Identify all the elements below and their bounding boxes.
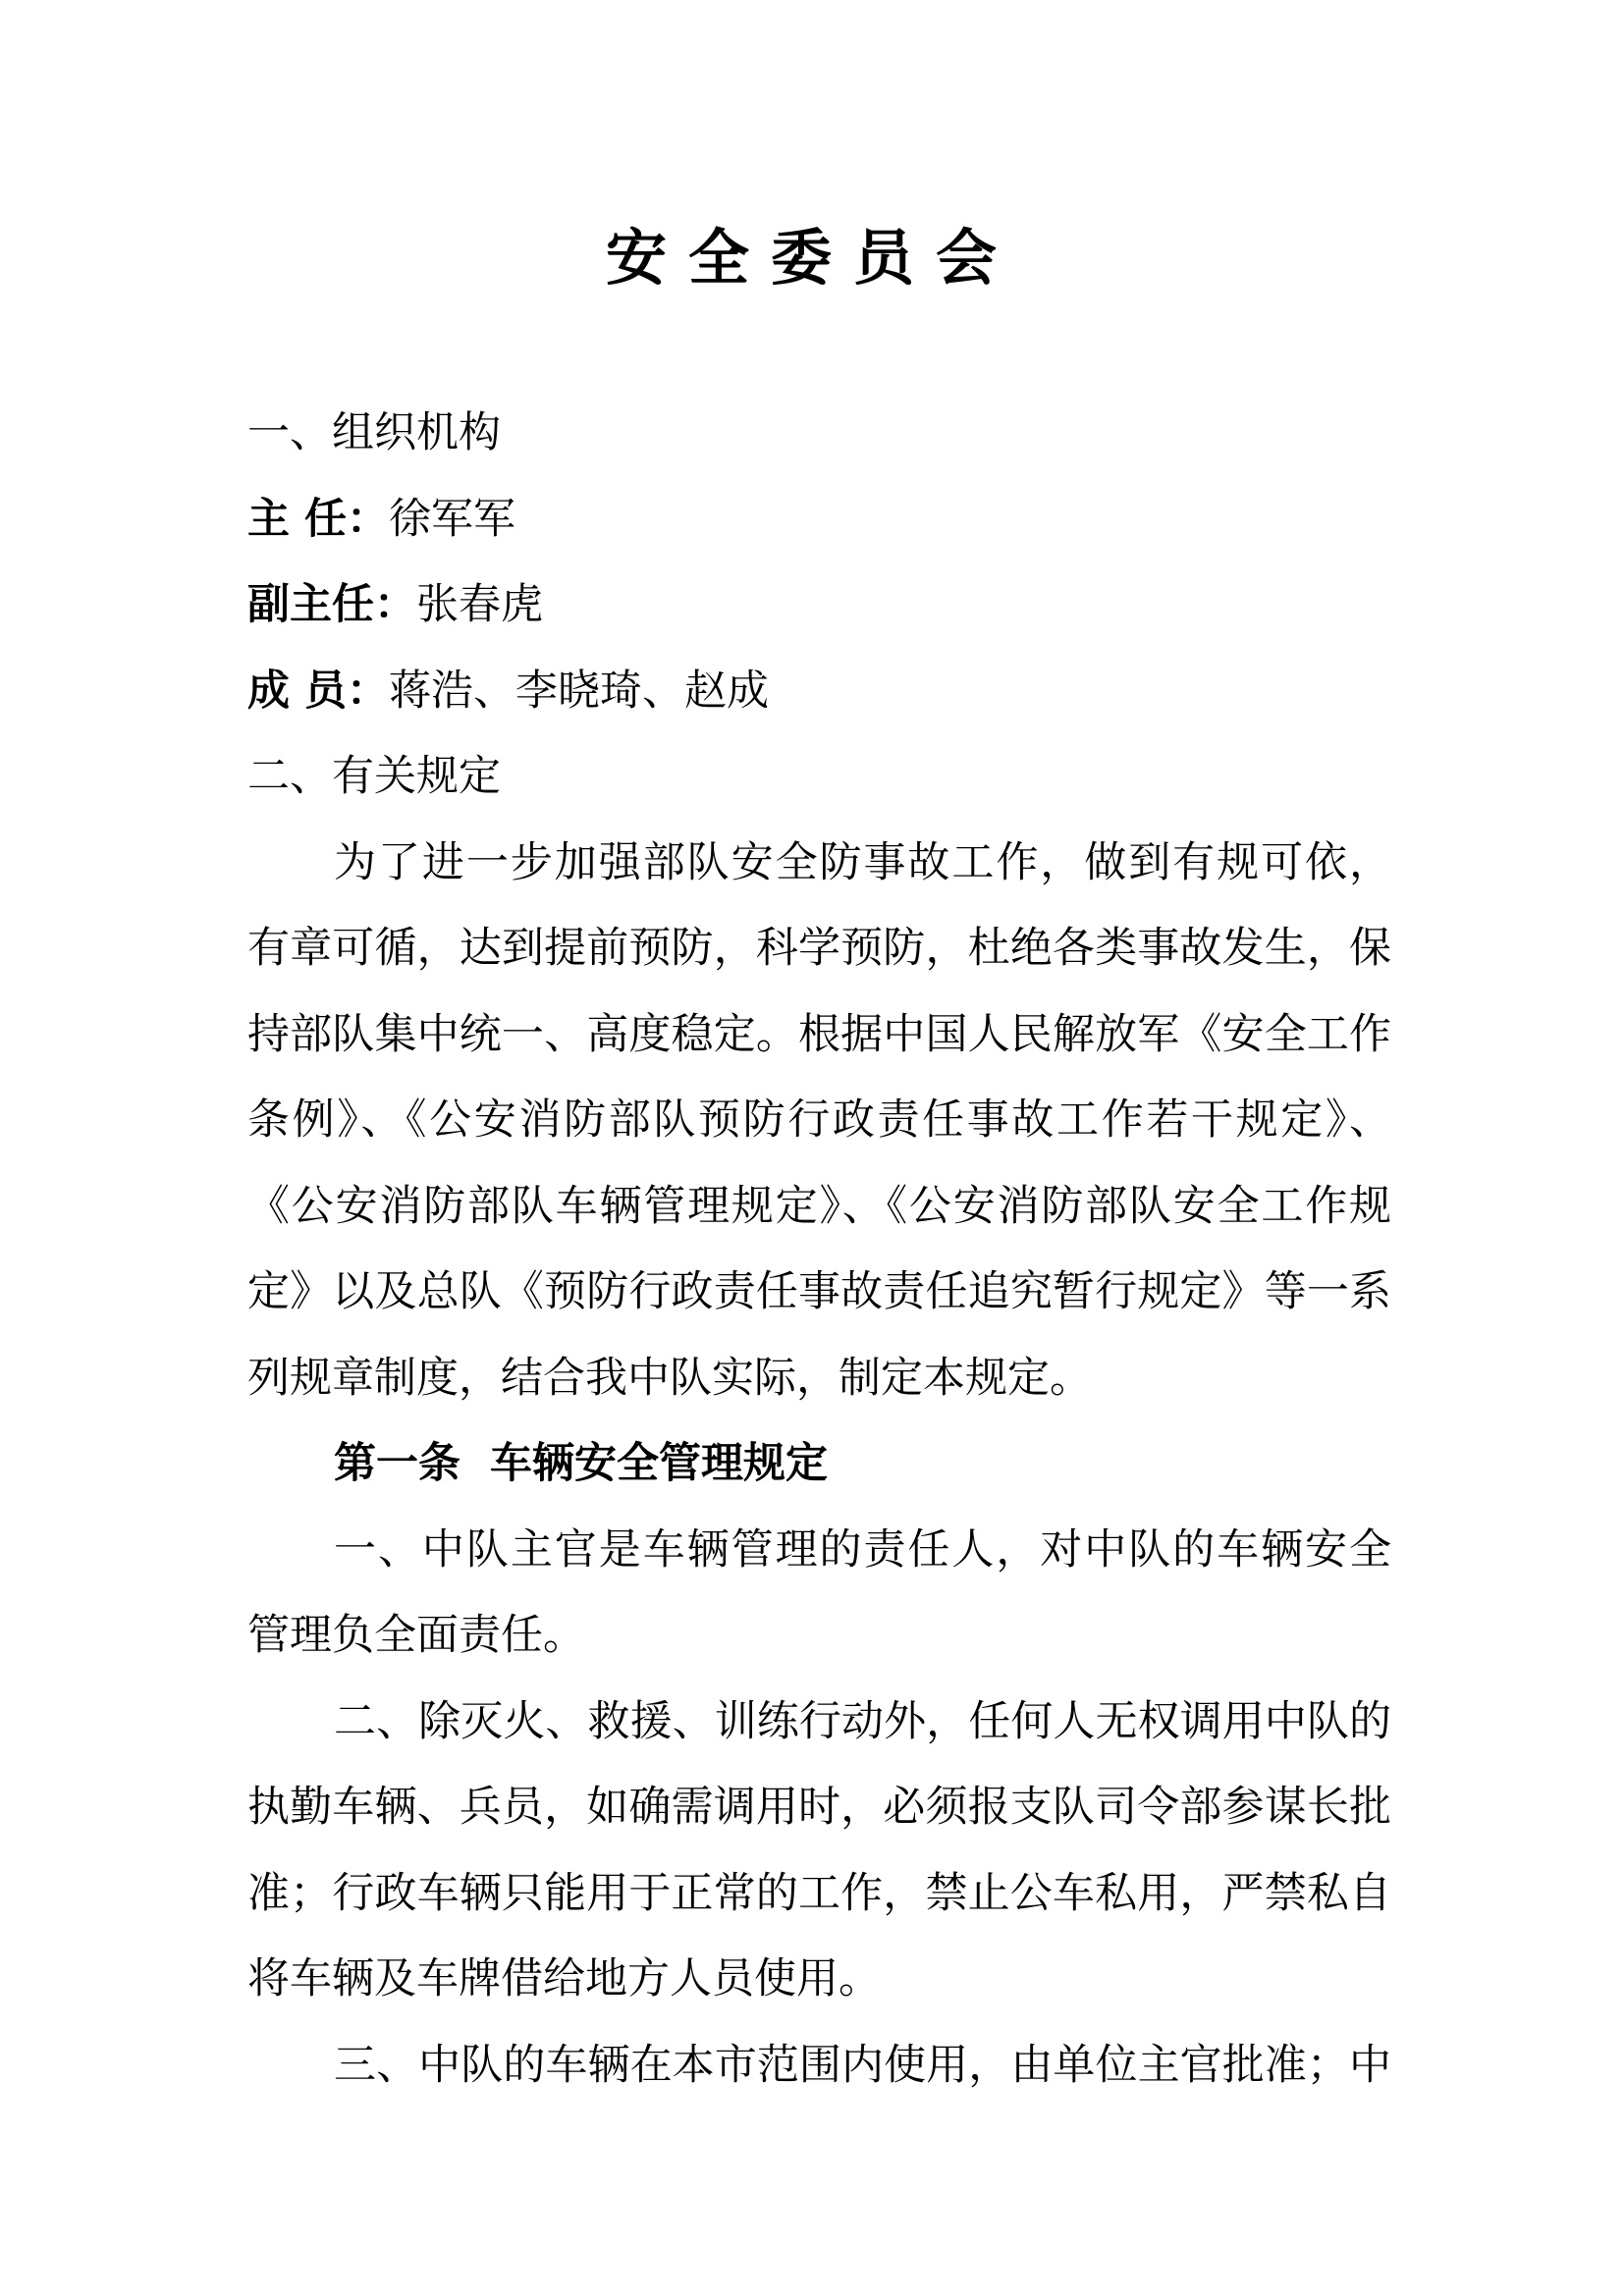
intro-line: 列规章制度，结合我中队实际，制定本规定。: [247, 1353, 1092, 1403]
item-one-line: 一、中队主官是车辆管理的责任人，对中队的车辆安全: [334, 1524, 1391, 1575]
member-row-director: [247, 477, 1391, 563]
item-one-line: 管理负全面责任。: [247, 1611, 585, 1660]
member-row-members: [247, 649, 1391, 735]
member-value-members: 蒋浩、李晓琦、赵成: [388, 666, 769, 716]
intro-line: 为了进一步加强部队安全防事故工作，做到有规可依，: [334, 837, 1391, 887]
article-heading-vehicle-safety: 第一条 车辆安全管理规定: [334, 1439, 828, 1488]
intro-line: 定》以及总队《预防行政责任事故责任追究暂行规定》等一系: [247, 1267, 1391, 1316]
section-heading-organization: 一、组织机构: [247, 408, 501, 457]
document-title: 安全委员会: [605, 222, 1018, 294]
item-two-line: 执勤车辆、兵员，如确需调用时，必须报支队司令部参谋长批: [247, 1783, 1391, 1832]
item-two-line: 将车辆及车牌借给地方人员使用。: [247, 1954, 881, 2003]
intro-line: 持部队集中统一、高度稳定。根据中国人民解放军《安全工作: [247, 1009, 1391, 1059]
document-body: [247, 391, 1391, 2109]
item-two-line: 二、除灭火、救援、训练行动外，任何人无权调用中队的: [334, 1696, 1391, 1746]
member-value-director: 徐军军: [388, 494, 515, 544]
item-two-line: 准；行政车辆只能用于正常的工作，禁止公车私用，严禁私自: [247, 1868, 1391, 1918]
item-three-line: 三、中队的车辆在本市范围内使用，由单位主官批准；中: [334, 2040, 1391, 2090]
member-label-deputy-director: 副主任：: [247, 580, 416, 629]
member-label-director: 主 任：: [247, 494, 389, 544]
member-value-deputy-director: 张春虎: [416, 580, 543, 629]
member-label-members: 成 员：: [247, 666, 389, 716]
section-heading-regulations: 二、有关规定: [247, 752, 501, 801]
intro-line: 条例》、《公安消防部队预防行政责任事故工作若干规定》、: [247, 1095, 1391, 1145]
member-row-deputy-director: [247, 562, 1391, 649]
intro-line: 《公安消防部队车辆管理规定》、《公安消防部队安全工作规: [247, 1181, 1391, 1231]
intro-line: 有章可循，达到提前预防，科学预防，杜绝各类事故发生，保: [247, 924, 1391, 973]
